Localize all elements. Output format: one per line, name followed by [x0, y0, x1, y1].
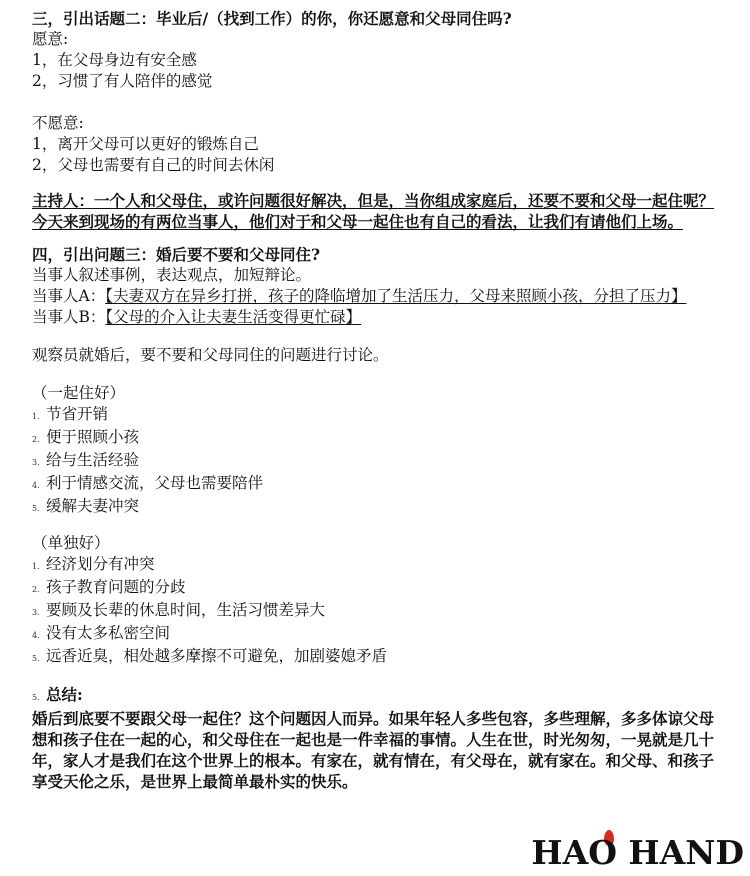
- alone-list-item: [32, 600, 722, 623]
- list-number: 5.: [32, 504, 40, 513]
- list-number: 4.: [32, 481, 40, 490]
- summary-num: 5.: [32, 693, 40, 702]
- summary-heading: [32, 684, 722, 708]
- together-list-item: [32, 450, 722, 473]
- party-b-text: 【父母的介入让夫妻生活变得更忙碌】: [105, 308, 362, 326]
- list-text: 经济划分有冲突: [46, 555, 155, 573]
- list-text: 利于情感交流，父母也需要陪伴: [46, 474, 264, 492]
- list-text: 便于照顾小孩: [46, 428, 140, 446]
- alone-list-item: [32, 554, 722, 577]
- observer-line: 观察员就婚后，要不要和父母同住的问题进行讨论。: [32, 346, 389, 364]
- party-b-label: 当事人B：: [32, 308, 106, 326]
- list-text: 缓解夫妻冲突: [46, 497, 140, 515]
- list-text: 没有太多私密空间: [46, 624, 171, 642]
- list-number: 1.: [32, 562, 40, 571]
- section4-title: 四，引出问题三：婚后要不要和父母同住?: [32, 245, 321, 264]
- together-list: [32, 404, 722, 519]
- no-label: 不愿意:: [32, 114, 84, 132]
- together-list-item: [32, 404, 722, 427]
- together-heading: （一起住好）: [32, 384, 126, 402]
- together-list-item: [32, 496, 722, 519]
- summary-label: 总结:: [46, 685, 83, 704]
- alone-list-item: [32, 623, 722, 646]
- list-text: 远香近臭，相处越多摩擦不可避免，加剧婆媳矛盾: [46, 647, 388, 665]
- yes-label: 愿意:: [32, 30, 69, 48]
- section4-intro: 当事人叙述事例，表达观点，加短辩论。: [32, 266, 312, 284]
- no-item: 1，离开父母可以更好的锻炼自己: [32, 135, 259, 153]
- alone-list-item: [32, 646, 722, 669]
- together-list-item: [32, 427, 722, 450]
- host-paragraph: 主持人：一个人和父母住，或许问题很好解决，但是，当你组成家庭后，还要不要和父母一起住呢？今天来到现场的有两位当事人，他们对于和父母一起住也有自己的看法，让我们有请他们上场。: [32, 191, 715, 231]
- list-text: 给与生活经验: [46, 451, 140, 469]
- list-number: 2.: [32, 435, 40, 444]
- party-a-label: 当事人A：: [32, 287, 106, 305]
- watermark-logo: HAO HAND: [531, 833, 744, 872]
- alone-heading: （单独好）: [32, 534, 110, 552]
- list-number: 4.: [32, 631, 40, 640]
- document-page: [32, 8, 722, 792]
- summary-paragraph: 婚后到底要不要跟父母一起住？这个问题因人而异。如果年轻人多些包容，多些理解，多多体谅父母想和孩子住在一起的心，和父母住在一起也是一件幸福的事情。人生在世，时光匆匆，一晃就是几十年，家人才是我们在这个世界上的根本。有家在，就有情在，有父母在，就有家在。和父母、和孩子享受天伦之乐，是世界上最简单最朴实的快乐。: [32, 709, 715, 791]
- list-text: 孩子教育问题的分歧: [46, 578, 186, 596]
- no-item: 2，父母也需要有自己的时间去休闲: [32, 156, 275, 174]
- list-number: 5.: [32, 654, 40, 663]
- list-number: 1.: [32, 412, 40, 421]
- party-a: [32, 286, 722, 307]
- together-list-item: [32, 473, 722, 496]
- alone-list: [32, 554, 722, 669]
- list-text: 节省开销: [46, 405, 109, 423]
- yes-item: 1，在父母身边有安全感: [32, 51, 197, 69]
- list-number: 3.: [32, 608, 40, 617]
- list-number: 3.: [32, 458, 40, 467]
- list-number: 2.: [32, 585, 40, 594]
- section3-title: 三，引出话题二：毕业后/（找到工作）的你，你还愿意和父母同住吗?: [32, 9, 512, 28]
- party-a-text: 【夫妻双方在异乡打拼，孩子的降临增加了生活压力，父母来照顾小孩，分担了压力】: [105, 287, 687, 305]
- alone-list-item: [32, 577, 722, 600]
- yes-item: 2，习惯了有人陪伴的感觉: [32, 72, 213, 90]
- party-b: [32, 307, 722, 328]
- list-text: 要顾及长辈的休息时间，生活习惯差异大: [46, 601, 326, 619]
